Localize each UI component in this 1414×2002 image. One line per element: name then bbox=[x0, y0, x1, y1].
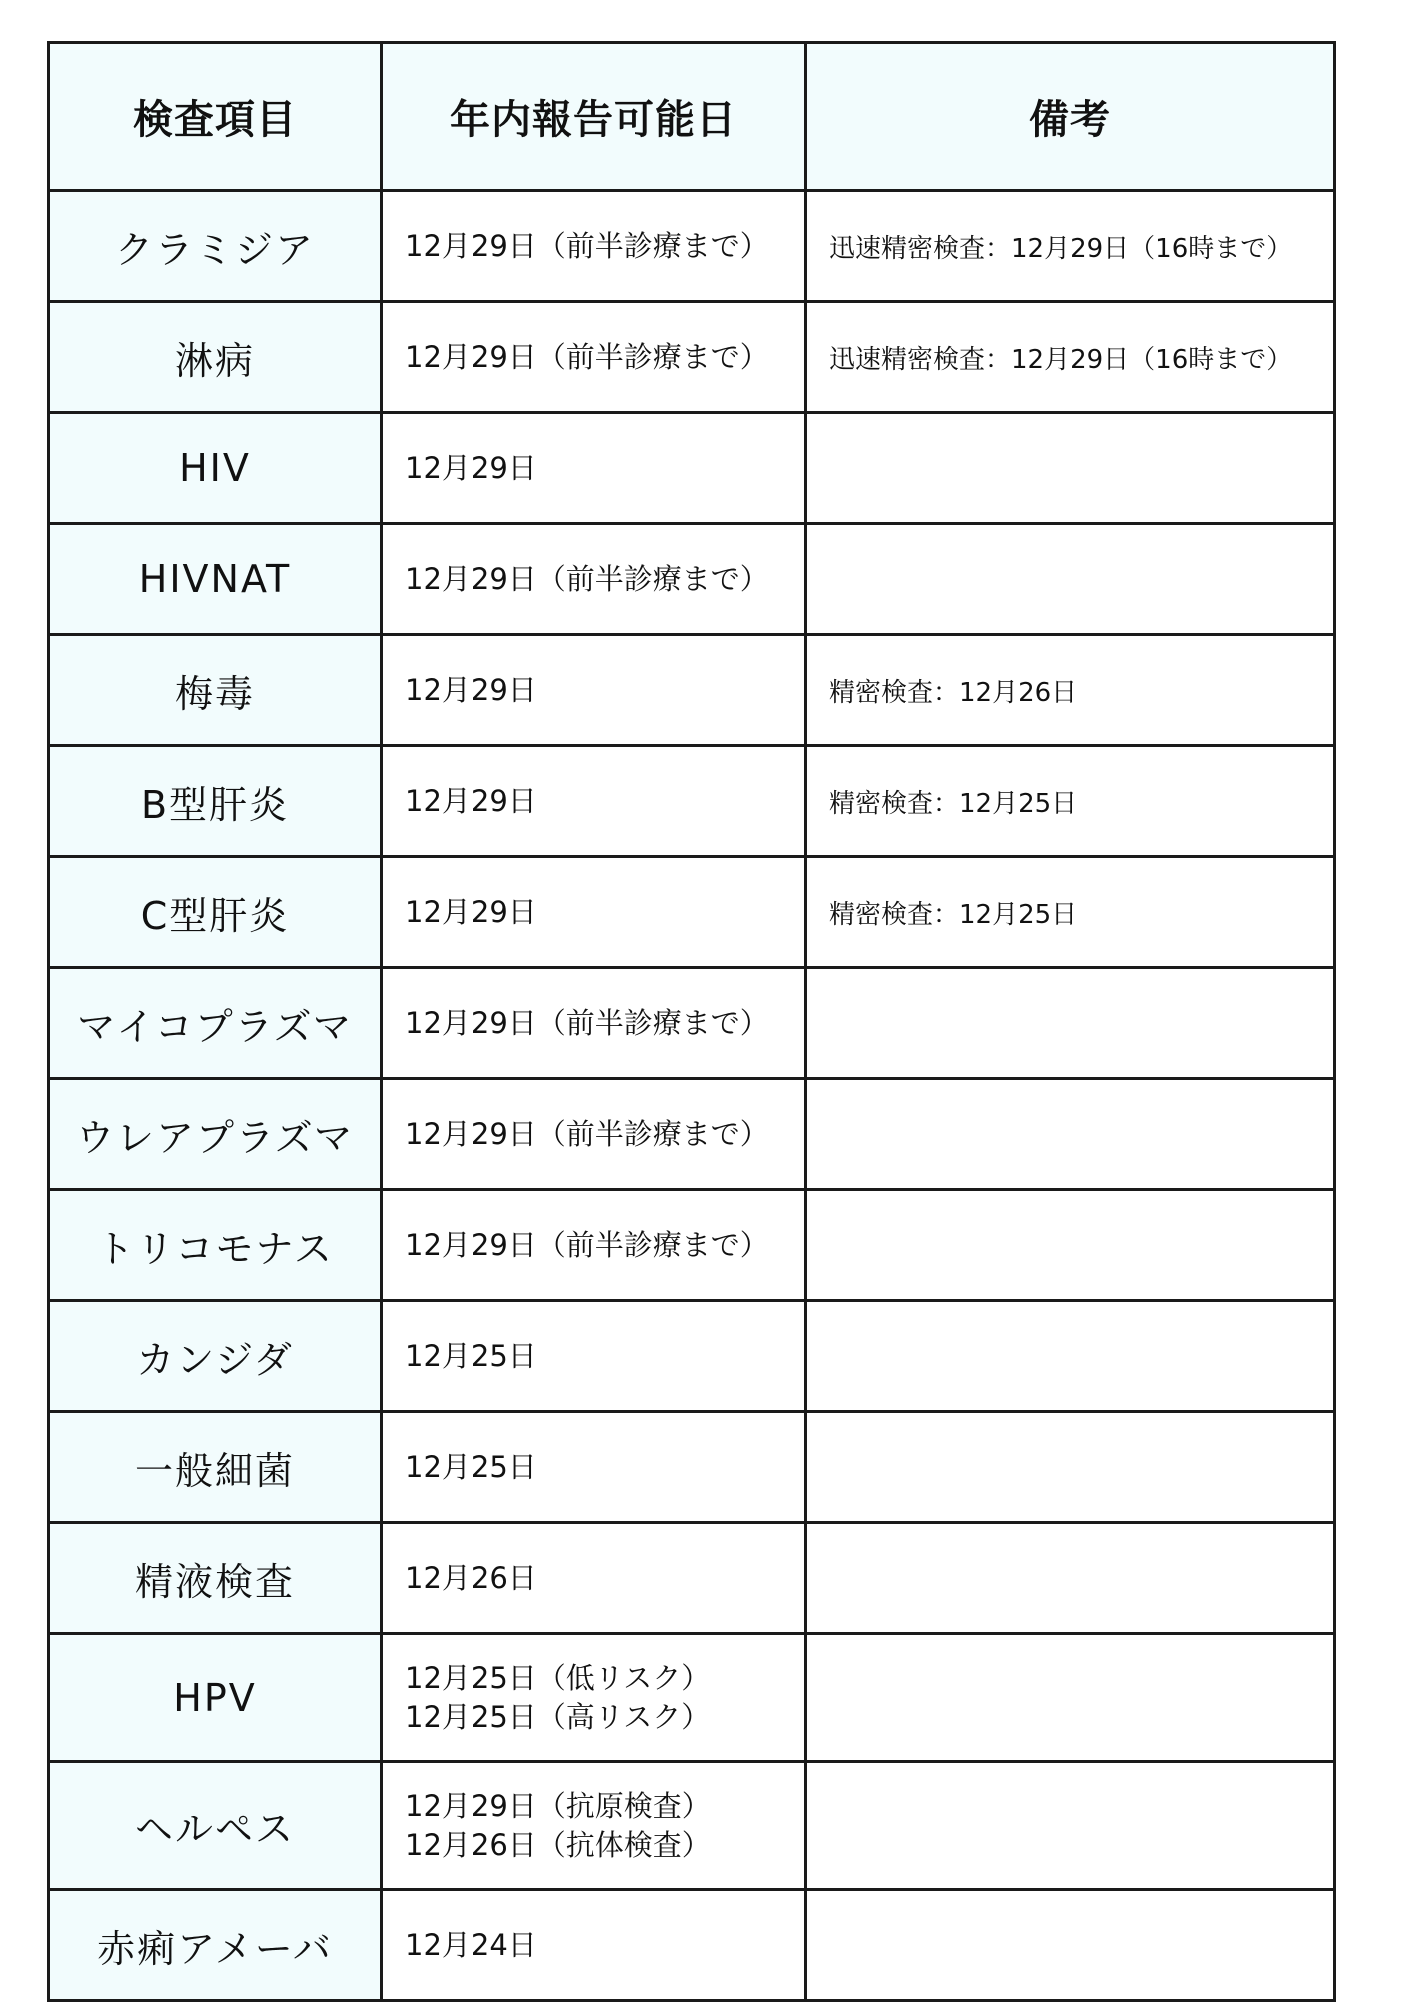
note-cell bbox=[806, 1523, 1335, 1634]
note-cell bbox=[806, 1762, 1335, 1890]
table-row bbox=[49, 746, 1335, 857]
note-cell bbox=[806, 968, 1335, 1079]
test-item-cell: トリコモナス bbox=[49, 1190, 382, 1301]
test-item-cell: ウレアプラズマ bbox=[49, 1079, 382, 1190]
table-row bbox=[49, 1412, 1335, 1523]
note-cell: 精密検査：12月25日 bbox=[806, 857, 1335, 968]
report-date-text: 12月29日（前半診療まで） bbox=[405, 1116, 769, 1151]
table-row bbox=[49, 1190, 1335, 1301]
table-row bbox=[49, 968, 1335, 1079]
test-item-cell: 一般細菌 bbox=[49, 1412, 382, 1523]
note-cell: 精密検査：12月25日 bbox=[806, 746, 1335, 857]
report-date-cell bbox=[382, 191, 806, 302]
report-date-text: 12月29日（前半診療まで） bbox=[405, 339, 769, 374]
report-date-text: 12月26日 bbox=[405, 1560, 537, 1595]
note-cell: 迅速精密検査：12月29日（16時まで） bbox=[806, 302, 1335, 413]
report-date-text: 12月25日（高リスク） bbox=[405, 1699, 711, 1734]
table-row bbox=[49, 1634, 1335, 1762]
report-date-text: 12月29日（前半診療まで） bbox=[405, 1005, 769, 1040]
header-report-date: 年内報告可能日 bbox=[382, 43, 806, 191]
table-row bbox=[49, 1079, 1335, 1190]
table-row bbox=[49, 1890, 1335, 2001]
report-date-cell bbox=[382, 1762, 806, 1890]
report-date-text: 12月25日（低リスク） bbox=[405, 1660, 711, 1695]
note-cell: 迅速精密検査：12月29日（16時まで） bbox=[806, 191, 1335, 302]
table-row bbox=[49, 1762, 1335, 1890]
test-item-cell: HIVNAT bbox=[49, 524, 382, 635]
report-date-text: 12月26日（抗体検査） bbox=[405, 1827, 711, 1862]
report-date-text: 12月24日 bbox=[405, 1927, 537, 1962]
report-schedule-table bbox=[47, 41, 1336, 2002]
report-date-text: 12月25日 bbox=[405, 1449, 537, 1484]
report-date-text: 12月25日 bbox=[405, 1338, 537, 1373]
report-date-cell bbox=[382, 302, 806, 413]
note-cell: 精密検査：12月26日 bbox=[806, 635, 1335, 746]
header-row bbox=[49, 43, 1335, 191]
report-date-cell bbox=[382, 968, 806, 1079]
table-row bbox=[49, 635, 1335, 746]
report-date-cell bbox=[382, 413, 806, 524]
report-date-text: 12月29日（抗原検査） bbox=[405, 1788, 711, 1823]
note-cell bbox=[806, 1634, 1335, 1762]
table-row bbox=[49, 524, 1335, 635]
note-cell bbox=[806, 413, 1335, 524]
report-date-cell bbox=[382, 1634, 806, 1762]
test-item-cell: マイコプラズマ bbox=[49, 968, 382, 1079]
report-date-text: 12月29日 bbox=[405, 894, 537, 929]
report-date-cell bbox=[382, 746, 806, 857]
test-item-cell: 梅毒 bbox=[49, 635, 382, 746]
report-date-cell bbox=[382, 857, 806, 968]
report-date-cell bbox=[382, 635, 806, 746]
note-cell bbox=[806, 524, 1335, 635]
test-item-cell: 赤痢アメーバ bbox=[49, 1890, 382, 2001]
report-date-cell bbox=[382, 1079, 806, 1190]
report-date-text: 12月29日（前半診療まで） bbox=[405, 561, 769, 596]
header-notes: 備考 bbox=[806, 43, 1335, 191]
table-row bbox=[49, 1301, 1335, 1412]
note-cell bbox=[806, 1079, 1335, 1190]
note-cell bbox=[806, 1412, 1335, 1523]
report-date-cell bbox=[382, 1523, 806, 1634]
report-date-cell bbox=[382, 524, 806, 635]
table-row bbox=[49, 1523, 1335, 1634]
header-test-item: 検査項目 bbox=[49, 43, 382, 191]
table-row bbox=[49, 857, 1335, 968]
report-date-text: 12月29日 bbox=[405, 672, 537, 707]
test-item-cell: B型肝炎 bbox=[49, 746, 382, 857]
table-row bbox=[49, 413, 1335, 524]
test-item-cell: 淋病 bbox=[49, 302, 382, 413]
test-item-cell: C型肝炎 bbox=[49, 857, 382, 968]
test-item-cell: クラミジア bbox=[49, 191, 382, 302]
report-date-cell bbox=[382, 1412, 806, 1523]
table-body bbox=[49, 191, 1335, 2001]
report-date-cell bbox=[382, 1301, 806, 1412]
report-date-text: 12月29日 bbox=[405, 450, 537, 485]
test-item-cell: HPV bbox=[49, 1634, 382, 1762]
report-date-text: 12月29日 bbox=[405, 783, 537, 818]
note-cell bbox=[806, 1301, 1335, 1412]
test-item-cell: HIV bbox=[49, 413, 382, 524]
note-cell bbox=[806, 1890, 1335, 2001]
report-date-text: 12月29日（前半診療まで） bbox=[405, 228, 769, 263]
report-schedule-table-container bbox=[47, 41, 1333, 2002]
note-cell bbox=[806, 1190, 1335, 1301]
test-item-cell: カンジダ bbox=[49, 1301, 382, 1412]
table-row bbox=[49, 302, 1335, 413]
test-item-cell: 精液検査 bbox=[49, 1523, 382, 1634]
report-date-cell bbox=[382, 1190, 806, 1301]
report-date-cell bbox=[382, 1890, 806, 2001]
table-row bbox=[49, 191, 1335, 302]
report-date-text: 12月29日（前半診療まで） bbox=[405, 1227, 769, 1262]
test-item-cell: ヘルペス bbox=[49, 1762, 382, 1890]
